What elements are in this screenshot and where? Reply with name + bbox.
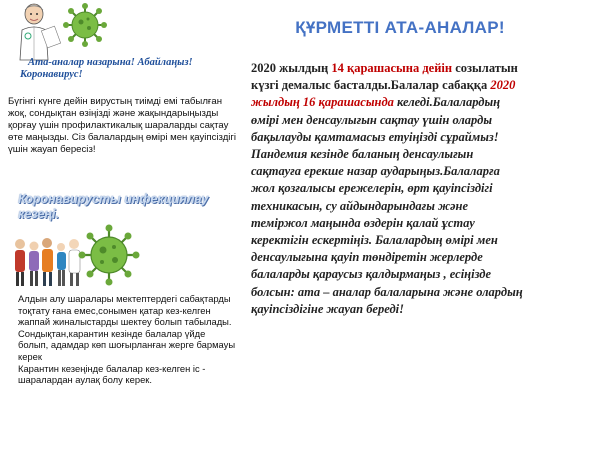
measures-paragraph-2: Сондықтан,карантин кезінде балалар үйде болып, адамдар көп шоғырланған жерге бармауы керек xyxy=(18,327,236,362)
warning-line-1: Ата-аналар назарына! Абайлаңыз! xyxy=(28,57,193,68)
school-return-date: 2020 жылдың 16 қарашасында xyxy=(251,78,516,110)
holiday-end-date: 14 қарашасына дейін xyxy=(331,61,453,75)
notice-text-part-1: 2020 жылдың xyxy=(251,61,332,75)
heading-line-1: Коронавирусты инфекциялау xyxy=(18,192,209,206)
main-notice-text xyxy=(251,60,526,318)
heading-line-2: кезеңі. xyxy=(18,207,59,221)
prevention-measures xyxy=(18,293,238,386)
virus-icon xyxy=(62,2,108,48)
page-title: ҚҰРМЕТТІ АТА-АНАЛАР! xyxy=(295,18,505,37)
measures-paragraph-1: Алдын алу шаралары мектептердегі сабақтарды тоқтату ғана емес,сонымен қатар кез-келген жаппай жиналыстарды шектеу болып табылады. xyxy=(18,293,232,328)
doctor-icon xyxy=(6,0,66,62)
measures-paragraph-3: Карантин кезеңінде балалар кез-келген іс - шаралардан аулақ болу керек. xyxy=(18,362,206,386)
notice-text-part-2: созылатын күзгі демалыс басталды.Балалар сабаққа xyxy=(251,61,518,93)
notice-text-part-3: келеді.Балалардың өмірі мен денсаулығын сақтау үшін оларды бақылауды қамтамасыз етуіңізді сұраймыз!Пандемия кезінде баланың денсаулығын сақтауға ерекше назар аударыңыз.Балаларға жол қозғалысы ережелерін, өрт қауіпсіздігі техникасын, су айдындарындағы және теміржол маңында өздерін қалай ұстау керектігін ескертіңіз. Балалардың өмірі мен денсаулығына қауіп төндіретін жерлерде балаларды қараусыз қалдырмаңыз , есіңізде болсын: ата – аналар балаларына және олардың қауіпсіздігіне жауап береді! xyxy=(251,95,523,316)
intro-paragraph: Бүгінгі күнге дейін вирустың тиімді емі табылған жоқ, сондықтан өзіңізді және жақындарыңызды қорғау үшін профилактикалық шараларды сақтау өте маңызды. Сіз балалардың өмірі мен қауіпсіздігі үшін жауап бересіз! xyxy=(8,96,237,155)
warning-line-2: Коронавирус! xyxy=(20,69,83,80)
infection-period-heading xyxy=(18,192,238,222)
virus-icon xyxy=(78,224,140,286)
attention-warning xyxy=(20,57,240,81)
